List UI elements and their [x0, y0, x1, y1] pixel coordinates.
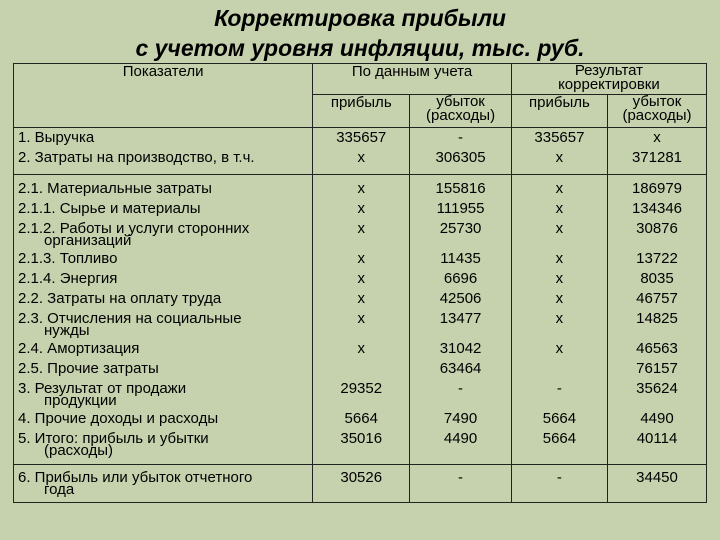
row-value	[414, 341, 507, 361]
row-value	[516, 470, 603, 500]
header-adjustment-result: Результат корректировки	[511, 64, 706, 95]
row-value	[317, 291, 405, 311]
row-value	[317, 251, 405, 271]
cell-value: x	[357, 180, 365, 197]
row-value	[414, 271, 507, 291]
row-label	[18, 411, 308, 431]
row-value	[516, 271, 603, 291]
row-value	[612, 291, 702, 311]
row-value	[516, 411, 603, 431]
cell-value: 335657	[534, 129, 585, 146]
cell-value: x	[357, 200, 365, 217]
row-value	[516, 311, 603, 341]
group-1-labels	[14, 128, 313, 175]
row-value	[612, 221, 702, 251]
row-value	[317, 431, 405, 461]
group-3-adj-profit	[511, 465, 607, 503]
row-value	[612, 341, 702, 361]
cell-value: -	[458, 469, 464, 486]
row-value	[414, 251, 507, 271]
cell-value: 111955	[436, 200, 485, 217]
cell-value: 6696	[443, 270, 478, 287]
row-value	[516, 431, 603, 461]
cell-value: 5664	[542, 410, 577, 427]
row-value	[612, 411, 702, 431]
row-label-continuation: организаций	[44, 232, 132, 249]
row-value	[317, 201, 405, 221]
row-value	[414, 361, 507, 381]
cell-value: x	[357, 340, 365, 357]
row-value	[317, 221, 405, 251]
header-adjusted-loss: убыток (расходы)	[608, 95, 707, 128]
cell-value: 46757	[636, 290, 678, 307]
row-value	[612, 311, 702, 341]
header-by-accounting: По данным учета	[313, 64, 512, 95]
row-value	[414, 221, 507, 251]
cell-value: 31042	[439, 340, 482, 357]
group-2-loss	[410, 175, 512, 465]
row-label-text: 2.3. Отчисления на социальные	[18, 310, 242, 327]
row-value	[516, 130, 603, 150]
cell-value: 25730	[439, 220, 482, 237]
row-value	[414, 431, 507, 461]
row-value	[414, 150, 507, 170]
cell-value: x	[555, 290, 564, 307]
row-value	[414, 470, 507, 500]
cell-value: -	[556, 380, 562, 397]
cell-value: 13477	[439, 310, 482, 327]
group-1-profit	[313, 128, 410, 175]
row-label-text: 4. Прочие доходы и расходы	[18, 410, 219, 427]
row-value	[414, 381, 507, 411]
row-label-text: 2. Затраты на производство, в т.ч.	[18, 149, 255, 166]
cell-value: -	[458, 129, 464, 146]
profit-adjustment-table	[13, 63, 707, 503]
row-label	[18, 381, 308, 411]
group-2-profit	[313, 175, 410, 465]
cell-value: -	[458, 380, 464, 397]
cell-value: 134346	[631, 200, 683, 217]
group-3	[14, 465, 707, 503]
group-1-loss	[410, 128, 512, 175]
group-3-profit	[313, 465, 410, 503]
row-value	[317, 361, 405, 381]
cell-value: x	[555, 250, 564, 267]
group-3-adj-loss	[608, 465, 707, 503]
row-value	[612, 470, 702, 500]
row-label-continuation: (расходы)	[44, 442, 114, 459]
cell-value: 29352	[340, 380, 383, 397]
cell-value: -	[556, 469, 562, 486]
cell-value: 40114	[636, 430, 678, 447]
title-line-1: Корректировка прибыли	[214, 5, 506, 31]
cell-value: x	[555, 270, 564, 287]
row-value	[317, 130, 405, 150]
row-value	[516, 181, 603, 201]
cell-value: 8035	[640, 270, 674, 287]
row-value	[414, 311, 507, 341]
row-label-text: 2.1.4. Энергия	[18, 270, 118, 287]
row-label-continuation: продукции	[44, 392, 117, 409]
row-label-text: 2.1.3. Топливо	[18, 250, 118, 267]
cell-value: 11435	[440, 250, 481, 267]
cell-value: x	[357, 310, 365, 327]
cell-value: 306305	[435, 149, 486, 166]
cell-value: 13722	[636, 250, 678, 267]
row-label-text: 2.1.1. Сырье и материалы	[18, 200, 201, 217]
row-label	[18, 341, 308, 361]
row-value	[414, 130, 507, 150]
row-value	[612, 150, 702, 170]
row-label	[18, 271, 308, 291]
row-label-text: 2.2. Затраты на оплату труда	[18, 290, 222, 307]
cell-value: 76157	[636, 360, 678, 377]
row-value	[516, 381, 603, 411]
cell-value: x	[555, 200, 564, 217]
cell-value: x	[555, 149, 564, 166]
group-2-labels	[14, 175, 313, 465]
group-1-adj-loss	[608, 128, 707, 175]
row-value	[317, 271, 405, 291]
title-line-2: с учетом уровня инфляции, тыс. руб.	[135, 35, 585, 61]
row-label	[18, 470, 308, 500]
row-value	[612, 201, 702, 221]
row-value	[612, 251, 702, 271]
cell-value: x	[357, 250, 365, 267]
group-1-adj-profit	[511, 128, 607, 175]
cell-value: 34450	[636, 469, 678, 486]
group-2-adj-loss	[608, 175, 707, 465]
row-value	[516, 201, 603, 221]
cell-value: x	[555, 220, 564, 237]
group-3-loss	[410, 465, 512, 503]
group-2-adj-profit	[511, 175, 607, 465]
row-value	[516, 221, 603, 251]
header-profit: прибыль	[313, 95, 410, 128]
row-label	[18, 221, 308, 251]
row-label	[18, 150, 308, 170]
row-label	[18, 291, 308, 311]
cell-value: 5664	[542, 430, 577, 447]
cell-value: 42506	[439, 290, 482, 307]
row-value	[317, 150, 405, 170]
row-value	[317, 411, 405, 431]
cell-value: 335657	[336, 129, 387, 146]
row-value	[317, 341, 405, 361]
row-value	[516, 291, 603, 311]
row-value	[612, 181, 702, 201]
group-3-labels	[14, 465, 313, 503]
group-2	[14, 175, 707, 465]
row-value	[414, 181, 507, 201]
row-label-text: 2.1. Материальные затраты	[18, 180, 212, 197]
row-value	[612, 431, 702, 461]
row-label	[18, 201, 308, 221]
cell-value: 371281	[631, 149, 683, 166]
row-label	[18, 130, 308, 150]
row-value	[414, 411, 507, 431]
cell-value: 30876	[636, 220, 678, 237]
row-value	[516, 361, 603, 381]
row-label	[18, 431, 308, 461]
row-label-continuation: года	[44, 481, 75, 498]
cell-value: x	[357, 270, 365, 287]
header-indicators: Показатели	[14, 64, 313, 128]
row-label-text: 5. Итого: прибыль и убытки	[18, 430, 209, 447]
row-label-text: 2.4. Амортизация	[18, 340, 140, 357]
row-value	[414, 291, 507, 311]
row-value	[317, 470, 405, 500]
cell-value: 4490	[443, 430, 478, 447]
group-1	[14, 128, 707, 175]
row-value	[516, 341, 603, 361]
cell-value: x	[653, 129, 661, 146]
cell-value: 7490	[443, 410, 478, 427]
row-value	[612, 130, 702, 150]
row-value	[317, 381, 405, 411]
row-label	[18, 361, 308, 381]
row-value	[317, 181, 405, 201]
cell-value: x	[555, 310, 564, 327]
row-label-continuation: нужды	[44, 322, 90, 339]
row-value	[612, 361, 702, 381]
cell-value: 5664	[344, 410, 378, 427]
cell-value: 35624	[636, 380, 678, 397]
row-label-text: 3. Результат от продажи	[18, 380, 187, 397]
header-row-1	[14, 64, 707, 95]
cell-value: 46563	[636, 340, 678, 357]
row-label-text: 1. Выручка	[18, 129, 95, 146]
row-label	[18, 311, 308, 341]
cell-value: x	[357, 149, 365, 166]
row-value	[317, 311, 405, 341]
row-value	[516, 150, 603, 170]
row-label	[18, 251, 308, 271]
slide-title	[0, 4, 720, 60]
cell-value: 14825	[636, 310, 678, 327]
cell-value: 186979	[631, 180, 683, 197]
cell-value: 35016	[340, 430, 383, 447]
cell-value: 30526	[340, 469, 383, 486]
cell-value: x	[357, 290, 365, 307]
row-label-text: 2.5. Прочие затраты	[18, 360, 159, 377]
row-value	[612, 271, 702, 291]
cell-value: x	[357, 220, 365, 237]
row-label-text: 2.1.2. Работы и услуги сторонних	[18, 220, 250, 237]
row-value	[414, 201, 507, 221]
row-value	[516, 251, 603, 271]
cell-value: 4490	[640, 410, 674, 427]
row-label-text: 6. Прибыль или убыток отчетного	[18, 469, 253, 486]
cell-value: x	[555, 340, 564, 357]
header-adjusted-profit: прибыль	[511, 95, 607, 128]
header-loss: убыток (расходы)	[410, 95, 512, 128]
cell-value: x	[555, 180, 564, 197]
row-value	[612, 381, 702, 411]
cell-value: 63464	[439, 360, 482, 377]
cell-value: 155816	[435, 180, 486, 197]
row-label	[18, 181, 308, 201]
